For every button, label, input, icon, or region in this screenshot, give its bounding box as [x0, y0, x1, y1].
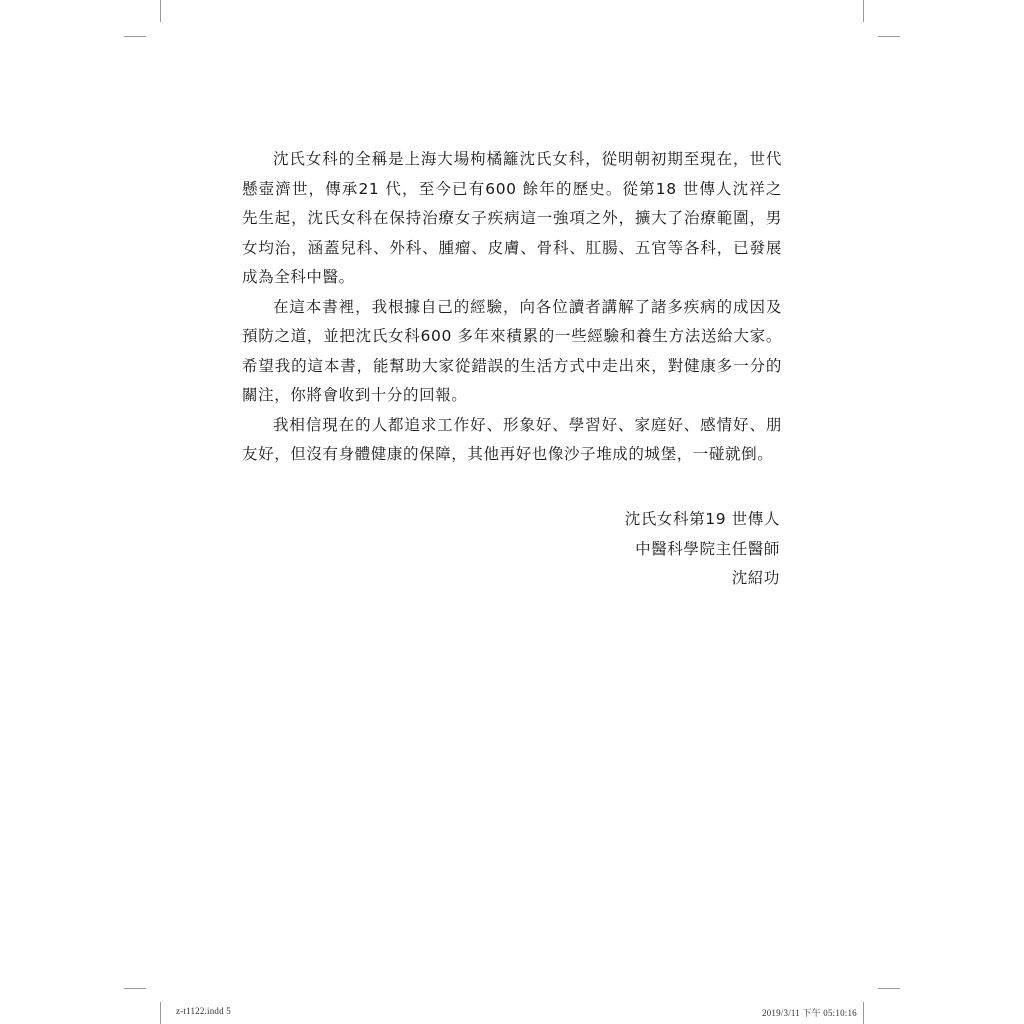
- crop-mark-bottom-right: [863, 1002, 864, 1024]
- crop-mark-bottom-right-h: [878, 988, 900, 989]
- crop-mark-bottom-left: [160, 1002, 161, 1024]
- crop-mark-bottom-left-h: [124, 988, 146, 989]
- crop-mark-top-left-h: [124, 36, 146, 37]
- crop-mark-top-left: [160, 0, 161, 22]
- crop-mark-top-right: [863, 0, 864, 22]
- slug-filename: z-t1122.indd 5: [176, 1006, 231, 1016]
- signature-lineage: 沈氏女科第19 世傳人: [624, 510, 780, 528]
- paragraph-1: 沈氏女科的全稱是上海大場枸橘籬沈氏女科，從明朝初期至現在，世代懸壺濟世，傳承21 代，至今已有600 餘年的歷史。從第18 世傳人沈祥之先生起，沈氏女科在保持治療女子疾病這一強項之外，擴大了治療範圍，男女均治，涵蓋兒科、外科、腫瘤、皮膚、骨科、肛腸、五官等各科，已發展成為全科中醫。: [242, 150, 782, 286]
- paragraph-3: 我相信現在的人都追求工作好、形象好、學習好、家庭好、感情好、朋友好，但沒有身體健康的保障，其他再好也像沙子堆成的城堡，一碰就倒。: [242, 415, 782, 463]
- signature-block: [625, 505, 780, 594]
- body-text: [242, 145, 782, 470]
- crop-mark-top-right-h: [878, 36, 900, 37]
- slug-datetime: 2019/3/11 下午 05:10:16: [762, 1008, 857, 1018]
- signature-name: 沈紹功: [731, 569, 780, 587]
- paragraph-2: 在這本書裡，我根據自己的經驗，向各位讀者講解了諸多疾病的成因及預防之道，並把沈氏女科600 多年來積累的一些經驗和養生方法送給大家。希望我的這本書，能幫助大家從錯誤的生活方式中走出來，對健康多一分的關注，你將會收到十分的回報。: [242, 297, 782, 404]
- signature-title: 中醫科學院主任醫師: [635, 539, 780, 558]
